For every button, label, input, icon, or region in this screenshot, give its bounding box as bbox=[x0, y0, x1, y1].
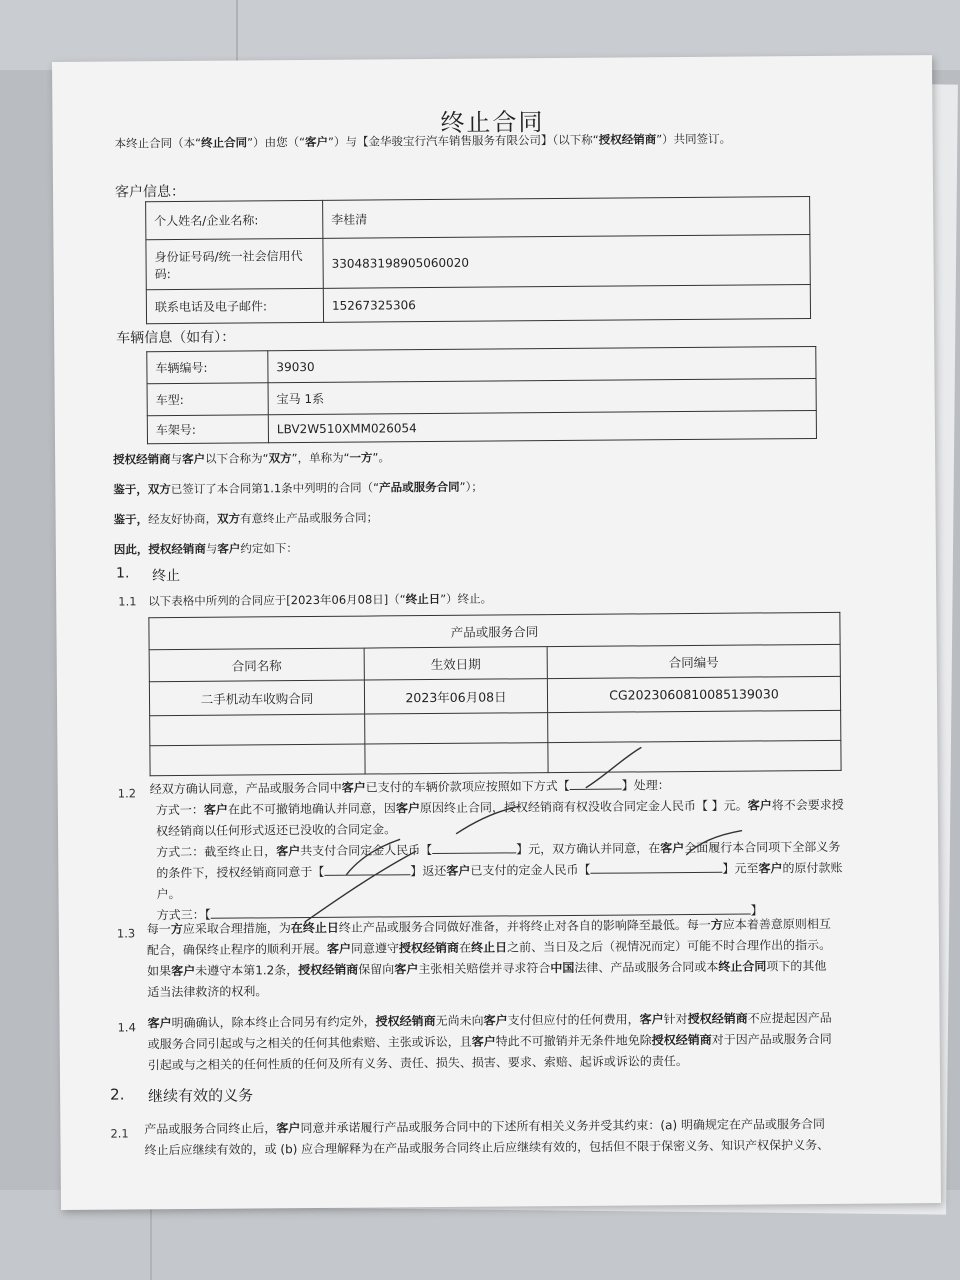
clause-term: 中国 bbox=[550, 960, 575, 976]
blank-field bbox=[432, 852, 516, 854]
clause-text: 之前、当日及之后（视情况而定）可能不时合理作出的指示。 bbox=[507, 937, 832, 955]
intro-paragraph bbox=[115, 129, 732, 154]
clause-term: 客户 bbox=[483, 1013, 508, 1028]
clause-1-4 bbox=[147, 1008, 832, 1076]
clause-text: 应本着善意原则相互 bbox=[722, 916, 831, 932]
clause-text: 的原付款账 bbox=[782, 860, 843, 876]
clause-term: 客户 bbox=[446, 863, 471, 878]
definition-text: ”，单称为“ bbox=[291, 450, 350, 466]
clause-line: 引起或与之相关的任何性质的任何及所有义务、责任、损失、损害、要求、索赔、起诉或诉讼的责任。 bbox=[147, 1054, 688, 1073]
clause-term: 客户 bbox=[276, 844, 301, 859]
clause-line: 户。 bbox=[156, 887, 181, 902]
clause-text: 每一 bbox=[146, 922, 171, 937]
definition-term: 一方 bbox=[349, 450, 373, 465]
clause-text: 未遵守本第1.2条， bbox=[195, 963, 299, 978]
contract-number-cell bbox=[548, 710, 841, 742]
definition-term: 产品或服务合同 bbox=[379, 479, 460, 495]
clause-text: 明确确认，除本终止合同另有约定外， bbox=[171, 1014, 376, 1031]
intro-text: ”）共同签订。 bbox=[656, 131, 732, 147]
vehicle-value: 39030 bbox=[268, 347, 816, 383]
intro-term: 授权经销商 bbox=[598, 132, 657, 147]
clause-text: 配合，确保终止程序的顺利开展。 bbox=[146, 941, 328, 958]
customer-info-heading: 客户信息： bbox=[114, 183, 186, 201]
clause-text: 法律、产品或服务合同或本 bbox=[574, 959, 719, 975]
clause-text: 如果 bbox=[147, 964, 172, 979]
clause-number: 1.3 bbox=[116, 926, 136, 941]
clause-1-1 bbox=[148, 589, 492, 612]
customer-info-table bbox=[145, 196, 811, 324]
whereas-line-1 bbox=[113, 477, 483, 500]
effective-date-cell bbox=[365, 743, 548, 774]
definition-term: 双方 bbox=[268, 451, 292, 466]
clause-term: 客户 bbox=[471, 1034, 496, 1049]
clause-number: 1.1 bbox=[118, 594, 137, 609]
contract-name-cell bbox=[150, 714, 365, 746]
clause-term: 终止合同 bbox=[718, 959, 767, 974]
definition-term: 客户 bbox=[182, 451, 206, 466]
contract-number-cell: CG2023060810085139030 bbox=[547, 676, 840, 712]
clause-text: 共支付合同定金人民币【 bbox=[300, 843, 433, 859]
intro-term: 客户 bbox=[304, 134, 329, 150]
therefore-label: 因此， bbox=[113, 542, 149, 557]
vehicle-label: 车辆编号: bbox=[147, 351, 268, 384]
clause-text: 主张相关赔偿并寻求符合 bbox=[418, 961, 551, 977]
blank-field bbox=[324, 874, 410, 876]
clause-text: 同意遵守 bbox=[350, 941, 400, 956]
effective-date-cell bbox=[365, 713, 548, 744]
clause-text: 】元至 bbox=[722, 861, 759, 876]
therefore-line bbox=[114, 538, 298, 559]
contract-list-table bbox=[148, 612, 841, 776]
clause-text: 经双方确认同意，产品或服务合同中 bbox=[149, 780, 342, 797]
clause-line: 适当法律救济的权利。 bbox=[147, 984, 268, 1000]
section-2-title: 继续有效的义务 bbox=[148, 1086, 254, 1106]
intro-term: 终止合同 bbox=[201, 135, 248, 150]
clause-text: 终止产品或服务合同做好准备，并将终止对各自的影响降至最低。每一 bbox=[338, 917, 711, 935]
vehicle-label: 车型: bbox=[147, 383, 268, 416]
definition-text: ”。 bbox=[372, 450, 391, 465]
clause-text: ”）终止。 bbox=[440, 591, 493, 606]
clause-term: 客户 bbox=[147, 1016, 172, 1031]
clause-text: 将不会要求授 bbox=[771, 797, 844, 813]
clause-term: 授权经销商 bbox=[651, 1032, 712, 1048]
vehicle-row bbox=[147, 411, 816, 444]
customer-label: 联系电话及电子邮件: bbox=[146, 288, 323, 323]
section-1-number: 1. bbox=[115, 565, 130, 582]
clause-term: 终止日 bbox=[470, 940, 508, 955]
customer-row bbox=[146, 235, 810, 290]
vehicle-row bbox=[147, 379, 816, 416]
clause-text: 保留向 bbox=[358, 962, 395, 977]
clause-text: 已支付的定金人民币【 bbox=[470, 862, 591, 878]
clause-term: 客户 bbox=[758, 861, 783, 876]
clause-number: 1.4 bbox=[117, 1020, 136, 1035]
table-row bbox=[150, 740, 841, 775]
vehicle-value: LBV2W510XMM026054 bbox=[268, 411, 816, 443]
clause-text: 应采取合理措施，为 bbox=[182, 921, 291, 936]
clause-text: 原因终止合同，授权经销商有权没收合同定金人民币【 】元。 bbox=[419, 798, 748, 816]
clause-text: 针对 bbox=[663, 1012, 688, 1027]
clause-term: 客户 bbox=[639, 1012, 664, 1027]
definition-text: 与 bbox=[170, 451, 183, 467]
clause-term: 授权经销商 bbox=[687, 1011, 748, 1027]
column-header-row bbox=[149, 644, 840, 681]
customer-label: 身份证号码/统一社会信用代码: bbox=[146, 238, 323, 289]
clause-term: 客户 bbox=[747, 798, 772, 813]
blank-field bbox=[590, 872, 722, 874]
section-2-number: 2. bbox=[110, 1085, 125, 1104]
intro-text: ”）由您（“ bbox=[247, 135, 306, 150]
whereas-text: 有意终止产品或服务合同； bbox=[240, 510, 379, 526]
whereas-text: 已签订了本合同第1.1条中列明的合同（“ bbox=[170, 480, 380, 497]
whereas-text: ”）； bbox=[459, 479, 483, 494]
customer-value: 15267325306 bbox=[323, 285, 810, 323]
vehicle-label: 车架号: bbox=[147, 415, 268, 444]
intro-text: ”）与【金华骏宝行汽车销售服务有限公司】（以下称“ bbox=[327, 132, 599, 149]
contract-name-cell: 二手机动车收购合同 bbox=[149, 680, 364, 716]
clause-number: 1.2 bbox=[117, 786, 137, 801]
clause-line: 权经销商以任何形式返还已没收的合同定金。 bbox=[155, 822, 397, 839]
contract-name-cell bbox=[150, 744, 365, 776]
customer-value: 330483198905060020 bbox=[323, 235, 810, 289]
clause-text: 以下表格中所列的合同应于[2023年06月08日]（“ bbox=[148, 592, 406, 609]
definition-term: 授权经销商 bbox=[113, 452, 171, 467]
vehicle-info-table bbox=[146, 346, 817, 444]
clause-text: 特此不可撤销并无条件地免除 bbox=[495, 1033, 652, 1049]
whereas-line-2 bbox=[114, 507, 379, 529]
definition-term: 客户 bbox=[217, 541, 241, 556]
blank-field bbox=[570, 789, 622, 790]
column-header: 生效日期 bbox=[364, 647, 547, 680]
therefore-text: 约定如下： bbox=[240, 541, 298, 556]
clause-text: 在此不可撤销地确认并同意，因 bbox=[227, 801, 396, 817]
intro-text: 本终止合同（本“ bbox=[114, 135, 202, 151]
clause-text: 】元，双方确认并同意，在 bbox=[516, 841, 661, 857]
customer-label: 个人姓名/企业名称: bbox=[146, 200, 323, 239]
clause-text: 】处理： bbox=[621, 778, 670, 793]
clause-text: 不应提起因产品 bbox=[747, 1010, 832, 1026]
clause-term: 方 bbox=[170, 921, 183, 937]
clause-text: 】返还 bbox=[410, 863, 447, 879]
clause-term: 方 bbox=[710, 917, 723, 932]
clause-text: 支付但应付的任何费用， bbox=[507, 1012, 640, 1028]
definition-text: 以下合称为“ bbox=[205, 451, 269, 466]
whereas-label: 鉴于， bbox=[113, 512, 149, 527]
clause-text: 同意并承诺履行产品或服务合同中的下述所有相关义务并受其约束：(a) 明确规定在产品或服务合同 bbox=[300, 1116, 825, 1136]
clause-text: 方式二：截至终止日， bbox=[156, 844, 277, 860]
table-row bbox=[149, 676, 840, 715]
clause-term: 客户 bbox=[394, 962, 419, 977]
clause-term: 客户 bbox=[276, 1121, 301, 1136]
clause-text: 方式一： bbox=[155, 802, 204, 818]
clause-text: 产品或服务合同终止后， bbox=[144, 1121, 277, 1137]
clause-text: 项下的其他 bbox=[766, 958, 827, 974]
clause-1-3 bbox=[147, 914, 832, 1003]
clause-term: 授权经销商 bbox=[375, 1014, 436, 1029]
clause-number: 2.1 bbox=[110, 1126, 129, 1141]
contract-page bbox=[52, 55, 941, 1210]
clause-text: 在 bbox=[458, 940, 472, 955]
clause-text: 全面履行本合同项下全部义务 bbox=[684, 839, 841, 856]
clause-text: 】 bbox=[750, 903, 763, 918]
whereas-text: 经友好协商， bbox=[148, 511, 218, 527]
clause-term: 终止日 bbox=[405, 591, 441, 607]
clause-term: 客户 bbox=[395, 801, 420, 816]
vehicle-row bbox=[147, 347, 816, 384]
clause-term: 在终止日 bbox=[290, 920, 339, 936]
clause-term: 客户 bbox=[341, 780, 366, 795]
column-header: 合同编号 bbox=[547, 644, 840, 678]
customer-row bbox=[146, 197, 810, 240]
whereas-label: 鉴于， bbox=[113, 482, 148, 497]
clause-2-1 bbox=[144, 1114, 829, 1161]
document-title: 终止合同 bbox=[440, 108, 545, 137]
clause-1-2 bbox=[150, 774, 845, 926]
vehicle-info-heading: 车辆信息（如有）： bbox=[116, 329, 236, 347]
clause-term: 客户 bbox=[203, 802, 228, 817]
clause-text: 对于因产品或服务合同 bbox=[711, 1031, 832, 1047]
contract-number-cell bbox=[548, 740, 841, 772]
clause-text: 的条件下，授权经销商同意于【 bbox=[156, 864, 325, 881]
clause-term: 客户 bbox=[326, 941, 352, 956]
clause-term: 客户 bbox=[660, 841, 685, 856]
clause-text: 无尚未向 bbox=[435, 1013, 484, 1029]
clause-line: 终止后应继续有效的，或 (b) 应合理解释为在产品或服务合同终止后应继续有效的，包括但不限于保密义务、知识产权保护义务、 bbox=[144, 1137, 830, 1158]
effective-date-cell: 2023年06月08日 bbox=[364, 679, 547, 714]
table-header: 产品或服务合同 bbox=[149, 612, 840, 649]
column-header: 合同名称 bbox=[149, 648, 364, 682]
customer-value: 李桂清 bbox=[323, 197, 810, 239]
definition-term: 双方 bbox=[147, 482, 171, 497]
background-seam bbox=[236, 0, 238, 70]
clause-text: 或服务合同引起或与之相关的任何其他索赔、主张或诉讼，且 bbox=[147, 1034, 472, 1052]
clause-term: 授权经销商 bbox=[398, 940, 460, 956]
clause-text: 方式三：【 bbox=[156, 907, 211, 923]
therefore-text: 与 bbox=[205, 541, 218, 556]
clause-term: 客户 bbox=[171, 963, 196, 979]
section-1-title: 终止 bbox=[151, 568, 181, 585]
customer-row bbox=[146, 285, 810, 324]
clause-text: 已支付的车辆价款项应按照如下方式【 bbox=[365, 778, 570, 795]
clause-term: 授权经销商 bbox=[298, 962, 359, 978]
definition-line bbox=[113, 447, 390, 469]
vehicle-value: 宝马 1系 bbox=[268, 379, 816, 415]
definition-term: 双方 bbox=[217, 511, 241, 526]
definition-term: 授权经销商 bbox=[148, 541, 206, 557]
